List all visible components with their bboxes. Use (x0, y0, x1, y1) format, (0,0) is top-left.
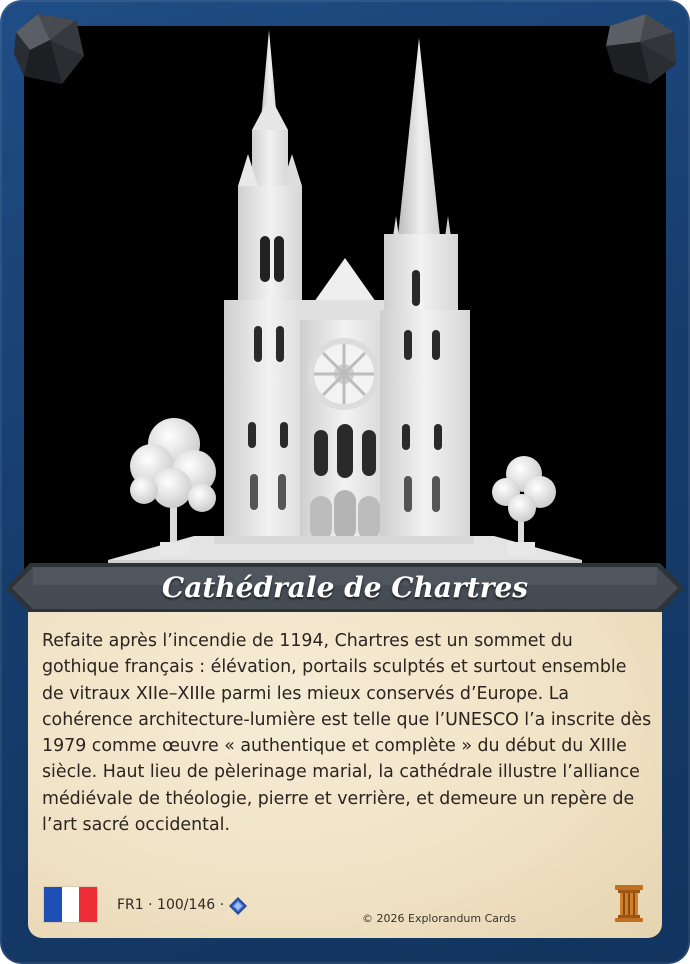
card-title: Cathédrale de Chartres (161, 571, 529, 604)
card-description: Refaite après l’incendie de 1194, Chartres est un sommet du gothique français : élévation, portails sculptés et surtout ensemble de vitraux XIIe–XIIIe parmi les mieux conservés d’Europe. La cohérence architecture-lumière est telle que l’UNESCO l’a inscrite dès 1979 comme œuvre « authentique et complète » du début du XIIIe siècle. Haut lieu de pèlerinage marial, la cathédrale illustre l’alliance médiévale de théologie, pierre et verrière, et demeure un repère de l’art sacré occidental. (42, 631, 652, 836)
corner-gem-icon (602, 10, 680, 88)
france-flag-icon (44, 887, 97, 922)
blue-diamond-icon (228, 896, 248, 916)
cathedral-artwork (24, 26, 666, 574)
column-icon (614, 884, 644, 922)
corner-gem-icon (10, 10, 88, 88)
central-facade (300, 258, 390, 540)
set-number: FR1 · 100/146 · (117, 897, 225, 913)
copyright-text: © 2026 Explorandum Cards (362, 912, 517, 925)
